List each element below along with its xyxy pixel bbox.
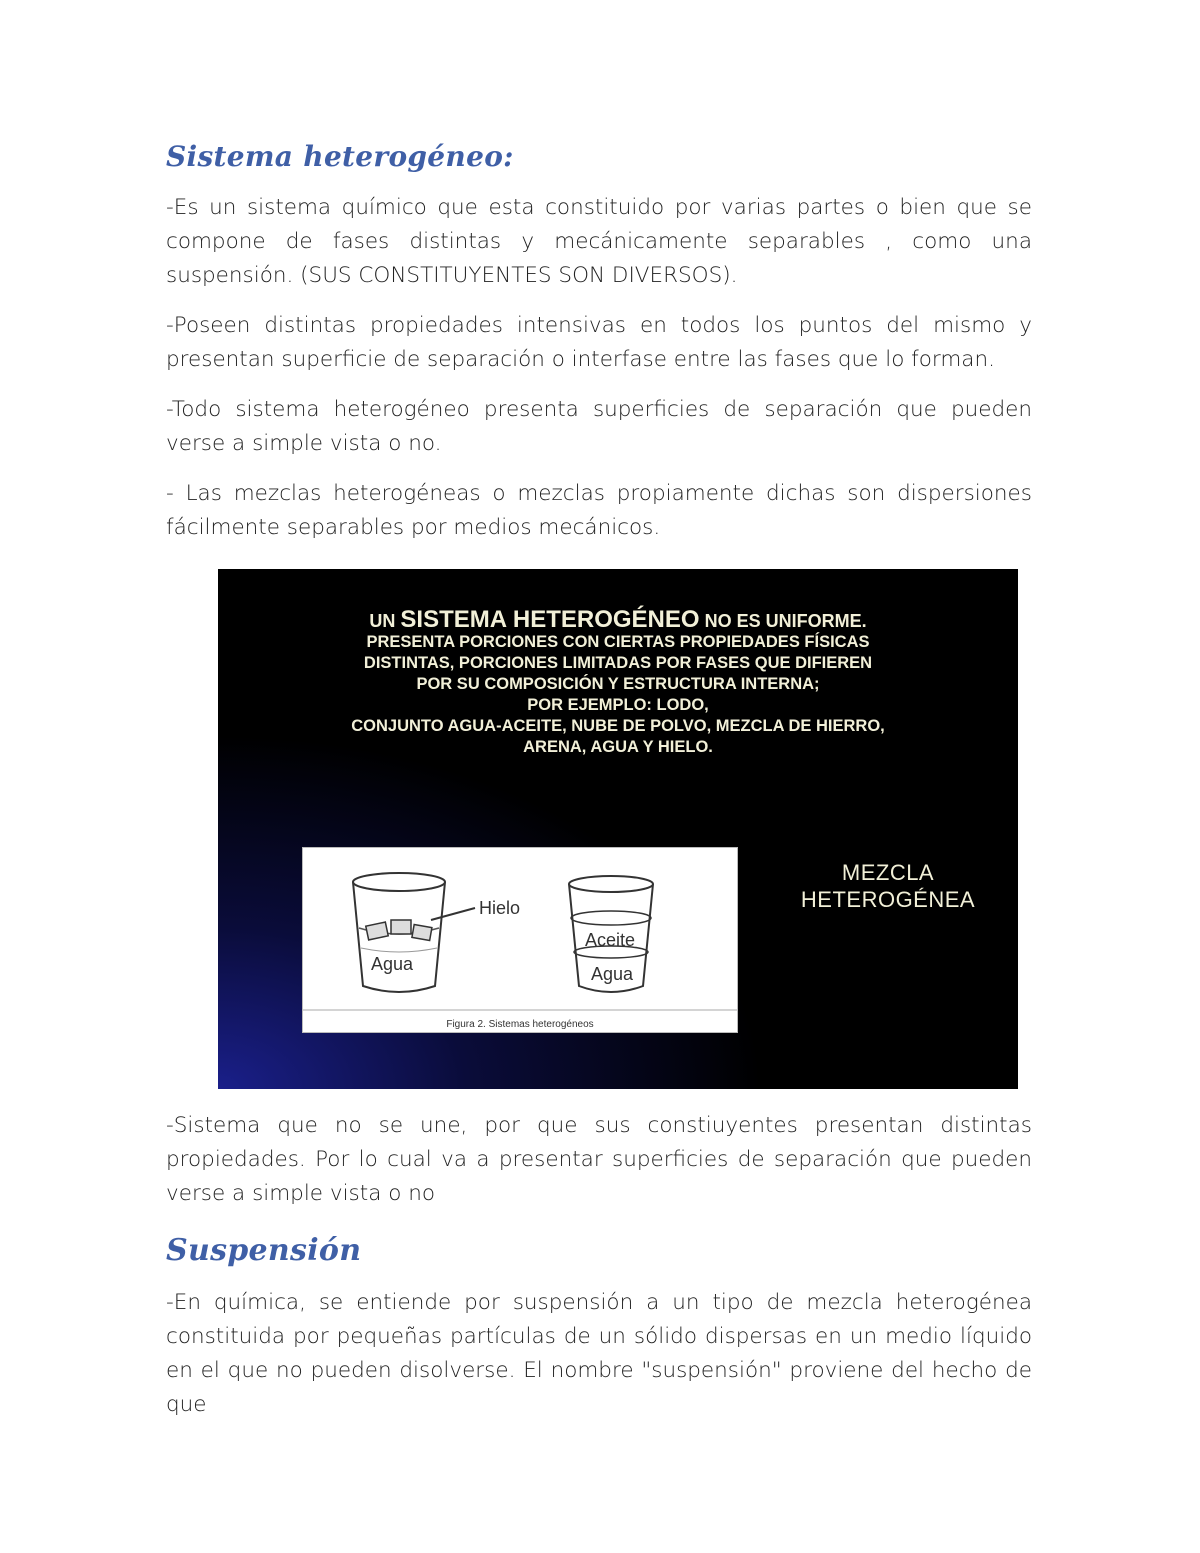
glasses-illustration [302, 847, 738, 1033]
label-aceite: Aceite [585, 930, 636, 950]
label-agua-left: Agua [371, 954, 414, 974]
slide-text [218, 606, 1018, 758]
slide-title [218, 606, 1018, 633]
paragraph-surfaces: -Todo sistema heterogéneo presenta superficies de separación que pueden verse a simple vista o no. [166, 397, 1032, 456]
mezcla-heterogenea-label [778, 859, 998, 913]
document-page [166, 140, 1032, 1438]
glasses-drawing [303, 848, 737, 1032]
ice-cube [412, 925, 432, 941]
ice-cube [366, 922, 388, 940]
label-agua-right: Agua [591, 964, 634, 984]
slide-line: PRESENTA PORCIONES CON CIERTAS PROPIEDADES FÍSICAS [366, 633, 870, 651]
paragraph-suspension: -En química, se entiende por suspensión a un tipo de mezcla heterogénea constituida por pequeñas partículas de un sólido dispersas en un medio líquido en el que no pueden disolverse. El nombre "suspensión" proviene del hecho de que [166, 1290, 1032, 1417]
slide-title-suffix: NO ES UNIFORME. [704, 611, 867, 631]
heading-sistema-heterogeneo: Sistema heterogéneo: [166, 140, 514, 173]
mezcla-label-line2: HETEROGÉNEA [800, 887, 976, 912]
slide-line: POR SU COMPOSICIÓN Y ESTRUCTURA INTERNA; [416, 675, 820, 693]
figure-caption: Figura 2. Sistemas heterogéneos [446, 1019, 594, 1030]
hielo-pointer [431, 908, 475, 920]
paragraph-after-figure: -Sistema que no se une, por que sus constiuyentes presentan distintas propiedades. Por lo cual va a presentar superficies de separación que pueden verse a simple vista o no [166, 1113, 1032, 1206]
mezcla-label-line1: MEZCLA [841, 860, 935, 885]
paragraph-mixtures: - Las mezclas heterogéneas o mezclas propiamente dichas son dispersiones fácilmente separables por medios mecánicos. [166, 481, 1032, 540]
slide-title-prefix: UN [369, 611, 396, 631]
slide-line: CONJUNTO AGUA-ACEITE, NUBE DE POLVO, MEZCLA DE HIERRO, [351, 717, 885, 735]
paragraph-properties: -Poseen distintas propiedades intensivas en todos los puntos del mismo y presentan superficie de separación o interfase entre las fases que lo forman. [166, 313, 1032, 372]
paragraph-definition: -Es un sistema químico que esta constituido por varias partes o bien que se compone de fases distintas y mecánicamente separables , como una suspensión. (SUS CONSTITUYENTES SON DIVERSOS). [166, 195, 1032, 288]
slide-line: ARENA, AGUA Y HIELO. [523, 738, 713, 756]
slide-line: POR EJEMPLO: LODO, [527, 696, 709, 714]
slide-line: DISTINTAS, PORCIONES LIMITADAS POR FASES QUE DIFIEREN [363, 654, 873, 672]
label-hielo: Hielo [479, 898, 521, 918]
glass-ice-water [353, 873, 475, 992]
heterogeneous-system-slide [218, 569, 1018, 1089]
heading-suspension: Suspensión [166, 1233, 362, 1268]
ice-cube [391, 920, 411, 934]
slide-title-main: SISTEMA HETEROGÉNEO [400, 606, 700, 633]
